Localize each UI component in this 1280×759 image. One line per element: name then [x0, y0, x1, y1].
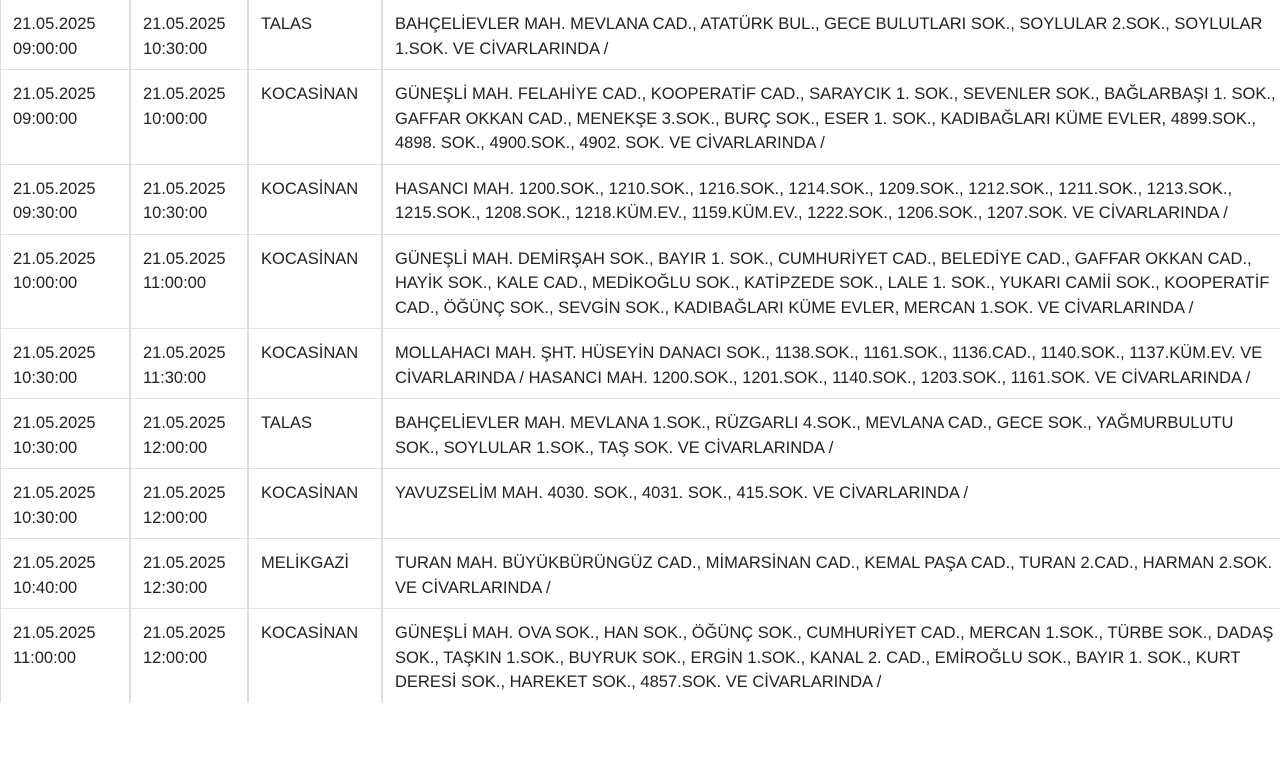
end-time: 12:30:00 [143, 578, 208, 597]
end-cell [129, 538, 247, 608]
start-cell [0, 328, 129, 398]
end-date: 21.05.2025 [143, 249, 226, 268]
end-date: 21.05.2025 [143, 15, 226, 33]
district-cell: KOCASİNAN [247, 234, 381, 329]
start-cell [0, 608, 129, 703]
start-time: 11:00:00 [13, 648, 77, 667]
end-time: 10:30:00 [143, 204, 208, 222]
district-cell: KOCASİNAN [247, 608, 381, 703]
district-cell: KOCASİNAN [247, 69, 381, 164]
district-cell: TALAS [247, 398, 381, 468]
start-time: 10:00:00 [13, 274, 78, 292]
start-cell [0, 234, 129, 329]
start-time: 10:40:00 [13, 578, 78, 597]
affected-area-cell: HASANCI MAH. 1200.SOK., 1210.SOK., 1216.SOK., 1214.SOK., 1209.SOK., 1212.SOK., 1211.SOK., 1213.SOK., 1215.SOK., 1208.SOK., 1218.KÜM.EV., 1159.KÜM.EV., 1222.SOK., 1206.SOK., 1207.SOK. VE CİVARLARINDA / [381, 164, 1280, 234]
start-cell [0, 398, 129, 468]
start-date: 21.05.2025 [13, 344, 96, 362]
start-date: 21.05.2025 [13, 484, 96, 502]
table-row [0, 608, 1280, 703]
district-cell: MELİKGAZİ [247, 538, 381, 608]
start-time: 10:30:00 [13, 438, 78, 457]
end-cell [129, 608, 247, 703]
affected-area-cell: BAHÇELİEVLER MAH. MEVLANA 1.SOK., RÜZGARLI 4.SOK., MEVLANA CAD., GECE SOK., YAĞMURBULUTU SOK., SOYLULAR 1.SOK., TAŞ SOK. VE CİVARLARINDA / [381, 398, 1280, 468]
end-time: 11:30:00 [143, 368, 207, 387]
start-date: 21.05.2025 [13, 554, 96, 572]
start-date: 21.05.2025 [13, 179, 96, 198]
affected-area-cell: GÜNEŞLİ MAH. OVA SOK., HAN SOK., ÖĞÜNÇ SOK., CUMHURİYET CAD., MERCAN 1.SOK., TÜRBE SOK., DADAŞ SOK., TAŞKIN 1.SOK., BUYRUK SOK., ERGİN 1.SOK., KANAL 2. CAD., EMİROĞLU SOK., BAYIR 1. SOK., KURT DERESİ SOK., HAREKET SOK., 4857.SOK. VE CİVARLARINDA / [381, 608, 1280, 703]
affected-area-cell: YAVUZSELİM MAH. 4030. SOK., 4031. SOK., 415.SOK. VE CİVARLARINDA / [381, 468, 1280, 538]
end-cell [129, 468, 247, 538]
table-row [0, 538, 1280, 608]
end-cell [129, 164, 247, 234]
start-time: 09:00:00 [13, 39, 78, 58]
end-cell [129, 0, 247, 69]
table-row [0, 468, 1280, 538]
district-cell: KOCASİNAN [247, 328, 381, 398]
end-date: 21.05.2025 [143, 624, 226, 642]
affected-area-cell: BAHÇELİEVLER MAH. MEVLANA CAD., ATATÜRK BUL., GECE BULUTLARI SOK., SOYLULAR 2.SOK., SOYLULAR 1.SOK. VE CİVARLARINDA / [381, 0, 1280, 69]
start-date: 21.05.2025 [13, 15, 96, 33]
start-cell [0, 164, 129, 234]
end-date: 21.05.2025 [143, 344, 226, 362]
start-time: 09:30:00 [13, 204, 78, 222]
end-time: 12:00:00 [143, 438, 208, 457]
end-date: 21.05.2025 [143, 85, 226, 103]
end-time: 10:00:00 [143, 109, 208, 128]
start-date: 21.05.2025 [13, 624, 96, 642]
start-time: 10:30:00 [13, 368, 78, 387]
affected-area-cell: GÜNEŞLİ MAH. DEMİRŞAH SOK., BAYIR 1. SOK., CUMHURİYET CAD., BELEDİYE CAD., GAFFAR OKKAN CAD., HAYİK SOK., KALE CAD., MEDİKOĞLU SOK., KATİPZEDE SOK., LALE 1. SOK., YUKARI CAMİİ SOK., KOOPERATİF CAD., ÖĞÜNÇ SOK., SEVGİN SOK., KADIBAĞLARI KÜME EVLER, MERCAN 1.SOK. VE CİVARLARINDA / [381, 234, 1280, 329]
district-cell: TALAS [247, 0, 381, 69]
table-row [0, 164, 1280, 234]
affected-area-cell: GÜNEŞLİ MAH. FELAHİYE CAD., KOOPERATİF CAD., SARAYCIK 1. SOK., SEVENLER SOK., BAĞLARBAŞI 1. SOK., GAFFAR OKKAN CAD., MENEKŞE 3.SOK., BURÇ SOK., ESER 1. SOK., KADIBAĞLARI KÜME EVLER, 4899.SOK., 4898. SOK., 4900.SOK., 4902. SOK. VE CİVARLARINDA / [381, 69, 1280, 164]
end-date: 21.05.2025 [143, 484, 226, 502]
end-time: 12:00:00 [143, 508, 208, 527]
start-cell [0, 69, 129, 164]
end-time: 12:00:00 [143, 648, 208, 667]
table-row [0, 234, 1280, 329]
start-time: 09:00:00 [13, 109, 78, 128]
affected-area-cell: MOLLAHACI MAH. ŞHT. HÜSEYİN DANACI SOK., 1138.SOK., 1161.SOK., 1136.CAD., 1140.SOK., 1137.KÜM.EV. VE CİVARLARINDA / HASANCI MAH. 1200.SOK., 1201.SOK., 1140.SOK., 1203.SOK., 1161.SOK. VE CİVARLARINDA / [381, 328, 1280, 398]
end-cell [129, 328, 247, 398]
end-cell [129, 398, 247, 468]
end-date: 21.05.2025 [143, 414, 226, 432]
table-row [0, 328, 1280, 398]
end-date: 21.05.2025 [143, 179, 226, 198]
district-cell: KOCASİNAN [247, 468, 381, 538]
end-time: 10:30:00 [143, 39, 208, 58]
district-cell: KOCASİNAN [247, 164, 381, 234]
start-cell [0, 538, 129, 608]
table-row [0, 69, 1280, 164]
table-row [0, 0, 1280, 69]
start-date: 21.05.2025 [13, 414, 96, 432]
end-cell [129, 69, 247, 164]
end-time: 11:00:00 [143, 274, 207, 292]
end-cell [129, 234, 247, 329]
start-cell [0, 468, 129, 538]
table-row [0, 398, 1280, 468]
start-date: 21.05.2025 [13, 249, 96, 268]
end-date: 21.05.2025 [143, 554, 226, 572]
start-time: 10:30:00 [13, 508, 78, 527]
start-cell [0, 0, 129, 69]
affected-area-cell: TURAN MAH. BÜYÜKBÜRÜNGÜZ CAD., MİMARSİNAN CAD., KEMAL PAŞA CAD., TURAN 2.CAD., HARMAN 2.SOK. VE CİVARLARINDA / [381, 538, 1280, 608]
start-date: 21.05.2025 [13, 85, 96, 103]
